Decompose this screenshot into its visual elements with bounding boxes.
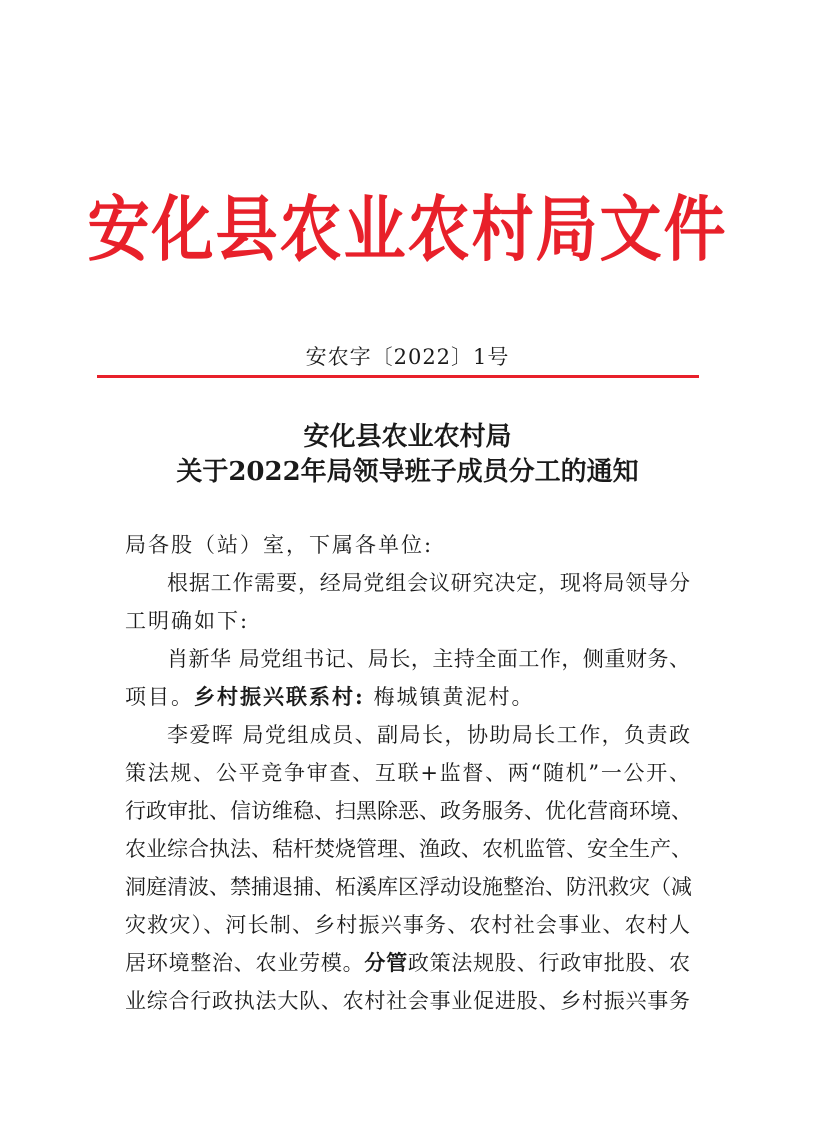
red-divider-line	[97, 375, 699, 378]
intro-line: 根据工作需要，经局党组会议研究决定，现将局领导分	[167, 571, 690, 595]
leader-1-line	[125, 684, 690, 710]
leader-2-line: 洞庭清波、禁捕退捕、柘溪库区浮动设施整治、防汛救灾（减	[125, 875, 692, 899]
leader-2-line	[125, 950, 690, 976]
text: 居环境整治、农业劳模。	[125, 951, 365, 975]
leader-2-line: 李爱晖 局党组成员、副局长，协助局长工作，负责政	[167, 723, 690, 747]
intro-line: 工明确如下:	[125, 609, 250, 633]
leader-2-line: 灾救灾）、河长制、乡村振兴事务、农村社会事业、农村人	[125, 913, 690, 937]
notice-title-line1: 安化县农业农村局	[303, 422, 512, 452]
leader-2-line: 行政审批、信访维稳、扫黑除恶、政务服务、优化营商环境、	[125, 799, 692, 823]
in-charge-label: 分管	[364, 950, 408, 975]
liaison-village-label: 乡村振兴联系村:	[194, 684, 365, 709]
leader-2-line: 策法规、公平竞争审查、互联+监督、两“随机”一公开、	[125, 761, 690, 785]
salutation: 局各股（站）室，下属各单位:	[125, 533, 434, 557]
agency-header-title: 安化县农业农村局文件	[87, 187, 728, 272]
notice-title-line2: 关于2022年局领导班子成员分工的通知	[176, 457, 639, 487]
document-number: 安农字〔2022〕1号	[305, 345, 510, 369]
liaison-village: 梅城镇黄泥村。	[364, 685, 535, 709]
leader-2-line: 业综合行政执法大队、农村社会事业促进股、乡村振兴事务	[125, 989, 690, 1013]
leader-1-line: 肖新华 局党组书记、局长，主持全面工作，侧重财务、	[167, 647, 690, 671]
leader-2-line: 农业综合执法、秸杆焚烧管理、渔政、农机监管、安全生产、	[125, 837, 692, 861]
text: 政策法规股、行政审批股、农	[407, 951, 691, 975]
text: 项目。	[125, 685, 194, 709]
